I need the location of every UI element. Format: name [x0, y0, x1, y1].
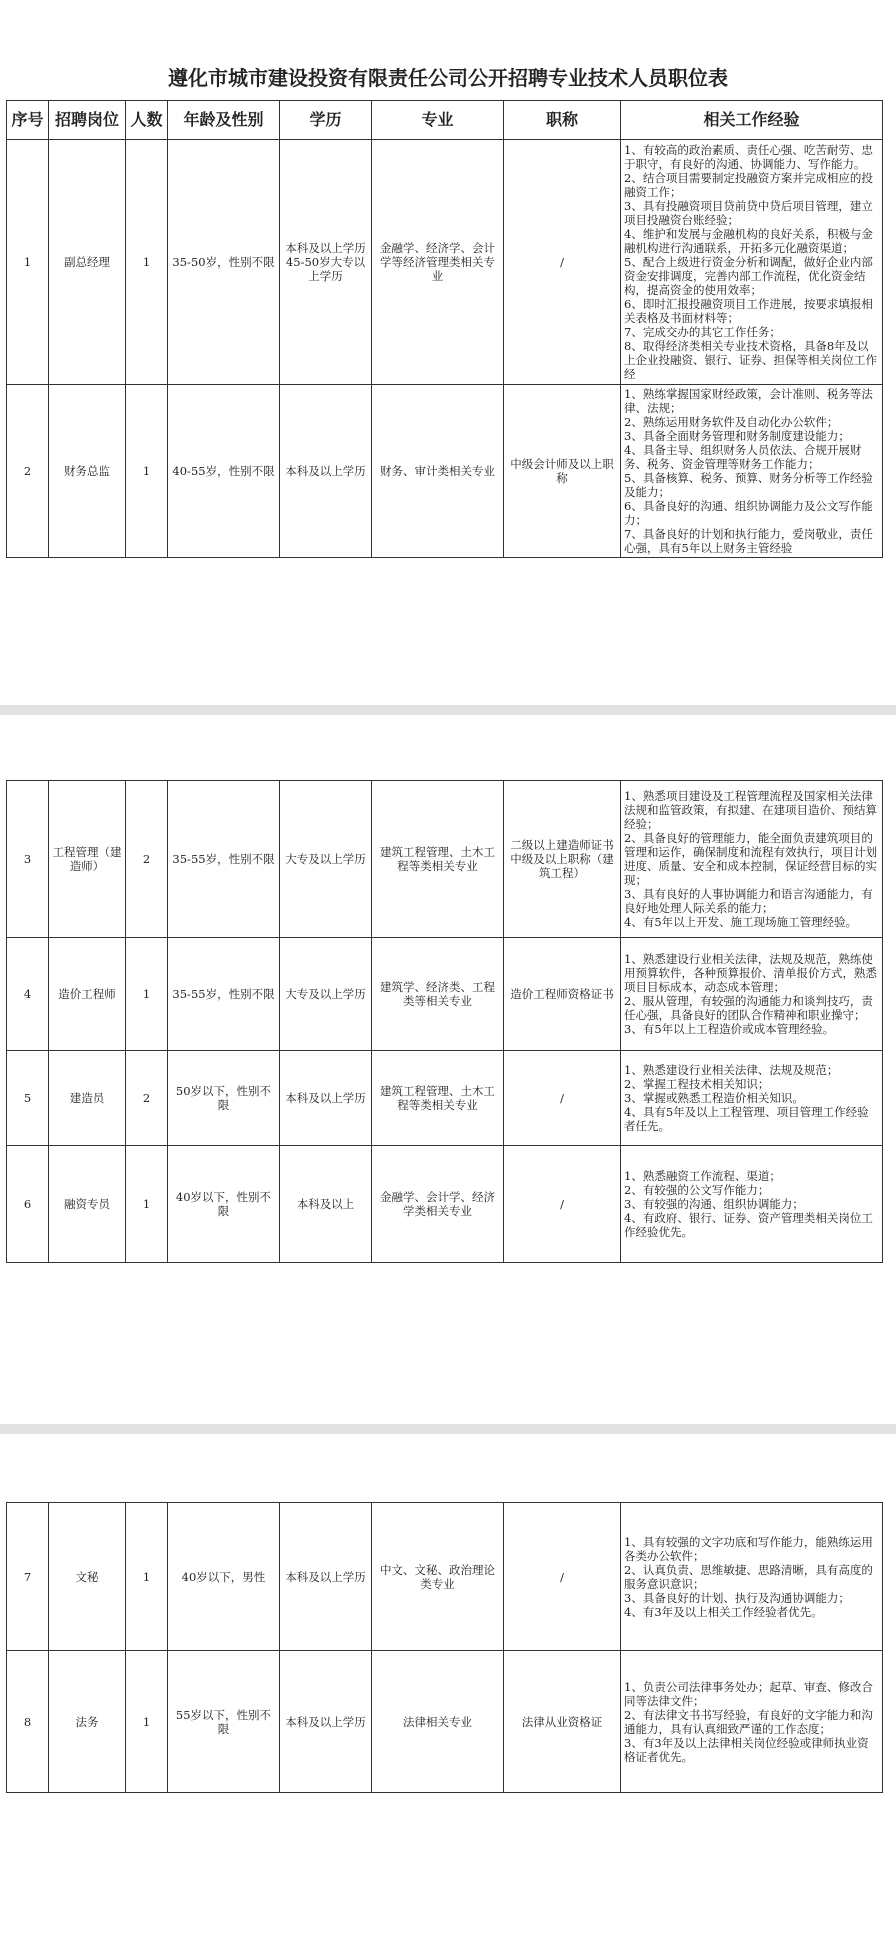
experience-item: 3、有3年及以上法律相关岗位经验或律师执业资格证者优先。	[624, 1735, 869, 1764]
cell-major: 中文、文秘、政治理论类专业	[372, 1503, 504, 1651]
cell-age-gender: 50岁以下，性别不限	[168, 1051, 280, 1146]
cell-count: 1	[126, 1503, 168, 1651]
cell-count: 2	[126, 1051, 168, 1146]
cell-count: 1	[126, 1146, 168, 1263]
header-count: 人数	[126, 101, 168, 140]
cell-title: 中级会计师及以上职称	[504, 385, 621, 558]
table-row	[7, 385, 883, 558]
experience-item: 2、有较强的公文写作能力；	[624, 1183, 770, 1197]
cell-position: 造价工程师	[49, 938, 126, 1051]
experience-item: 1、熟悉项目建设及工程管理流程及国家相关法律法规和监管政策，有拟建、在建项目造价、预结算经验；	[624, 789, 877, 831]
table-row	[7, 1503, 883, 1651]
cell-count: 1	[126, 140, 168, 385]
cell-experience	[621, 781, 883, 938]
cell-major: 财务、审计类相关专业	[372, 385, 504, 558]
cell-position: 副总经理	[49, 140, 126, 385]
table-row	[7, 1651, 883, 1793]
cell-major: 建筑学、经济类、工程类等相关专业	[372, 938, 504, 1051]
experience-item: 6、具备良好的沟通、组织协调能力及公文写作能力；	[624, 499, 873, 527]
experience-item: 3、有较强的沟通、组织协调能力；	[624, 1197, 804, 1211]
cell-no: 5	[7, 1051, 49, 1146]
cell-title: /	[504, 1503, 621, 1651]
cell-major: 金融学、会计学、经济学类相关专业	[372, 1146, 504, 1263]
cell-age-gender: 40岁以下，男性	[168, 1503, 280, 1651]
experience-item: 1、具有较强的文字功底和写作能力，能熟练运用各类办公软件；	[624, 1534, 873, 1563]
table-row	[7, 781, 883, 938]
cell-no: 7	[7, 1503, 49, 1651]
experience-item: 1、负责公司法律事务处办；起草、审查、修改合同等法律文件；	[624, 1679, 873, 1708]
cell-no: 3	[7, 781, 49, 938]
cell-major: 建筑工程管理、土木工程等类相关专业	[372, 1051, 504, 1146]
table-row	[7, 140, 883, 385]
experience-item: 7、完成交办的其它工作任务；	[624, 325, 781, 339]
experience-item: 3、有5年以上工程造价或成本管理经验。	[624, 1022, 835, 1036]
cell-experience	[621, 1051, 883, 1146]
cell-no: 4	[7, 938, 49, 1051]
page-title: 遵化市城市建设投资有限责任公司公开招聘专业技术人员职位表	[168, 66, 728, 90]
cell-education: 本科及以上	[280, 1146, 372, 1263]
header-no: 序号	[7, 101, 49, 140]
cell-no: 6	[7, 1146, 49, 1263]
cell-age-gender: 35-55岁，性别不限	[168, 781, 280, 938]
job-table-part-1	[6, 100, 883, 558]
cell-age-gender: 40岁以下，性别不限	[168, 1146, 280, 1263]
cell-count: 1	[126, 1651, 168, 1793]
header-education: 学历	[280, 101, 372, 140]
cell-education: 本科及以上学历	[280, 1503, 372, 1651]
cell-experience	[621, 385, 883, 558]
cell-age-gender: 40-55岁，性别不限	[168, 385, 280, 558]
table-header-row	[7, 101, 883, 140]
experience-item: 5、配合上级进行资金分析和调配，做好企业内部资金安排调度，完善内部工作流程，优化资金结构，提高资金的使用效率；	[624, 255, 873, 297]
cell-education: 大专及以上学历	[280, 781, 372, 938]
cell-education: 大专及以上学历	[280, 938, 372, 1051]
header-position: 招聘岗位	[49, 101, 126, 140]
experience-item: 4、有5年以上开发、施工现场施工管理经验。	[624, 915, 858, 929]
cell-major: 法律相关专业	[372, 1651, 504, 1793]
experience-item: 3、具有良好的人事协调能力和语言沟通能力，有良好地处理人际关系的能力；	[624, 887, 873, 915]
cell-major: 建筑工程管理、土木工程等类相关专业	[372, 781, 504, 938]
cell-education: 本科及以上学历	[280, 385, 372, 558]
cell-major: 金融学、经济学、会计学等经济管理类相关专业	[372, 140, 504, 385]
cell-position: 法务	[49, 1651, 126, 1793]
job-table-part-3	[6, 1502, 883, 1793]
job-table-part-2	[6, 780, 883, 1263]
cell-count: 1	[126, 938, 168, 1051]
cell-position: 建造员	[49, 1051, 126, 1146]
cell-age-gender: 35-55岁，性别不限	[168, 938, 280, 1051]
cell-no: 1	[7, 140, 49, 385]
table-row	[7, 1146, 883, 1263]
experience-item: 3、具备全面财务管理和财务制度建设能力；	[624, 429, 850, 443]
experience-item: 4、有政府、银行、证券、资产管理类相关岗位工作经验优先。	[624, 1211, 873, 1239]
experience-item: 8、取得经济类相关专业技术资格，具备8年及以上企业投融资、银行、证券、担保等相关岗位工作经	[624, 339, 877, 381]
cell-count: 2	[126, 781, 168, 938]
experience-item: 4、有3年及以上相关工作经验者优先。	[624, 1604, 823, 1619]
experience-item: 4、具备主导、组织财务人员依法、合规开展财务、税务、资金管理等财务工作能力；	[624, 443, 862, 471]
page-separator	[0, 705, 896, 715]
cell-title: /	[504, 1051, 621, 1146]
experience-item: 1、有较高的政治素质、责任心强、吃苦耐劳、忠于职守，有良好的沟通、协调能力、写作能力。	[624, 143, 873, 171]
cell-experience	[621, 140, 883, 385]
cell-experience	[621, 1503, 883, 1651]
cell-education: 本科及以上学历	[280, 1051, 372, 1146]
header-major: 专业	[372, 101, 504, 140]
experience-item: 1、熟练掌握国家财经政策，会计准则、税务等法律、法规；	[624, 387, 873, 415]
cell-experience	[621, 1651, 883, 1793]
experience-item: 3、具备良好的计划、执行及沟通协调能力；	[624, 1590, 850, 1605]
cell-position: 工程管理（建造师）	[49, 781, 126, 938]
cell-age-gender: 55岁以下，性别不限	[168, 1651, 280, 1793]
cell-education: 本科及以上学历 45-50岁大专以上学历	[280, 140, 372, 385]
cell-experience	[621, 1146, 883, 1263]
cell-age-gender: 35-50岁，性别不限	[168, 140, 280, 385]
experience-item: 2、熟练运用财务软件及自动化办公软件；	[624, 415, 839, 429]
experience-item: 2、具备良好的管理能力，能全面负责建筑项目的管理和运作，确保制度和流程有效执行，项目计划进度、质量、安全和成本控制，保证经营目标的实现；	[624, 831, 877, 887]
experience-item: 5、具备核算、税务、预算、财务分析等工作经验及能力；	[624, 471, 873, 499]
experience-item: 2、掌握工程技术相关知识；	[624, 1077, 770, 1091]
experience-item: 2、服从管理，有较强的沟通能力和谈判技巧，责任心强，具备良好的团队合作精神和职业操守；	[624, 994, 873, 1022]
experience-item: 3、掌握或熟悉工程造价相关知识。	[624, 1091, 804, 1105]
cell-title: 造价工程师资格证书	[504, 938, 621, 1051]
cell-title: /	[504, 140, 621, 385]
cell-title: /	[504, 1146, 621, 1263]
cell-position: 文秘	[49, 1503, 126, 1651]
table-row	[7, 1051, 883, 1146]
experience-item: 1、熟悉融资工作流程、渠道；	[624, 1169, 781, 1183]
cell-position: 财务总监	[49, 385, 126, 558]
cell-position: 融资专员	[49, 1146, 126, 1263]
page-separator	[0, 1424, 896, 1434]
experience-item: 4、具有5年及以上工程管理、项目管理工作经验者任先。	[624, 1105, 869, 1133]
experience-item: 2、认真负责、思维敏捷、思路清晰，具有高度的服务意识意识；	[624, 1562, 873, 1591]
experience-item: 2、有法律文书书写经验，有良好的文字能力和沟通能力，具有认真细致严谨的工作态度；	[624, 1707, 873, 1736]
header-experience: 相关工作经验	[621, 101, 883, 140]
table-row	[7, 938, 883, 1051]
cell-count: 1	[126, 385, 168, 558]
cell-experience	[621, 938, 883, 1051]
cell-no: 2	[7, 385, 49, 558]
cell-title: 法律从业资格证	[504, 1651, 621, 1793]
header-age-gender: 年龄及性别	[168, 101, 280, 140]
experience-item: 7、具备良好的计划和执行能力，爱岗敬业，责任心强，具有5年以上财务主管经验	[624, 527, 873, 555]
cell-no: 8	[7, 1651, 49, 1793]
experience-item: 4、维护和发展与金融机构的良好关系，积极与金融机构进行沟通联系，开拓多元化融资渠道；	[624, 227, 873, 255]
experience-item: 1、熟悉建设行业相关法律、法规及规范；	[624, 1063, 839, 1077]
cell-title: 二级以上建造师证书中级及以上职称（建筑工程）	[504, 781, 621, 938]
header-title: 职称	[504, 101, 621, 140]
experience-item: 3、具有投融资项目贷前贷中贷后项目管理，建立项目投融资台账经验；	[624, 199, 873, 227]
experience-item: 6、即时汇报投融资项目工作进展，按要求填报相关表格及书面材料等；	[624, 297, 873, 325]
cell-education: 本科及以上学历	[280, 1651, 372, 1793]
experience-item: 2、结合项目需要制定投融资方案并完成相应的投融资工作；	[624, 171, 873, 199]
experience-item: 1、熟悉建设行业相关法律，法规及规范，熟练使用预算软件，各种预算报价、清单报价方式，熟悉项目目标成本，动态成本管理；	[624, 952, 877, 994]
